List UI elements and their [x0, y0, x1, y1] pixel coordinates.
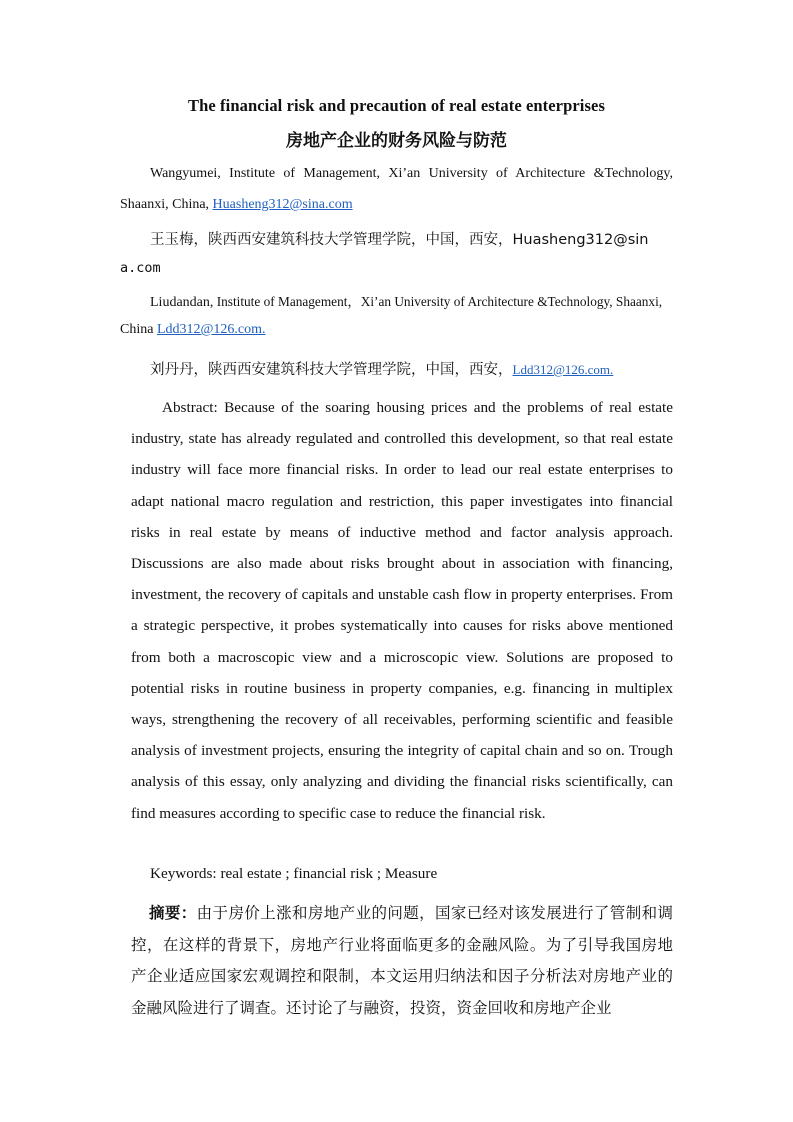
author2-affiliation-line1	[150, 291, 662, 311]
paper-title-chinese: 房地产企业的财务风险与防范	[286, 131, 507, 151]
author1-chinese-line2: a.com	[120, 260, 161, 276]
author1-chinese-line1	[150, 228, 673, 249]
author1-affiliation-line1: Wangyumei, Institute of Management, Xi’an University of Architecture &Technology,	[150, 166, 673, 181]
author2-affiliation-line2	[120, 322, 266, 338]
paper-title-english: The financial risk and precaution of real estate enterprises	[188, 96, 605, 115]
abstract-chinese-text: 由于房价上涨和房地产业的问题，国家已经对该发展进行了管制和调控，在这样的背景下，房地产行业将面临更多的金融风险。为了引导我国房地产企业适应国家宏观调控和限制，本文运用归纳法和因子分析法对房地产业的金融风险进行了调查。还讨论了与融资，投资，资金回收和房地产企业	[131, 904, 673, 1017]
author1-affiliation-line2	[120, 197, 353, 213]
abstract-chinese	[131, 898, 673, 1024]
abstract-chinese-paragraph	[131, 898, 673, 1024]
author2-email-link[interactable]: Ldd312@126.com.	[156, 322, 266, 337]
author2-chinese-email-link[interactable]: Ldd312@126.com.	[512, 362, 614, 377]
author2-chinese-text: 刘丹丹，陕西西安建筑科技大学管理学院，中国，西安，	[150, 362, 513, 378]
author1-location: Shaanxi, China,	[120, 197, 210, 212]
keywords-line: Keywords: real estate ; financial risk ; Measure	[150, 865, 438, 882]
author1-chinese-text: 王玉梅，陕西西安建筑科技大学管理学院，中国，西安，Huasheng312@sin	[150, 232, 649, 248]
author2-affiliation: Institute of Management，Xi’an University of Architecture &Technology, Shaanxi,	[216, 294, 663, 309]
author1-email-link[interactable]: Huasheng312@sina.com	[212, 197, 353, 212]
abstract-english-text: Abstract: Because of the soaring housing prices and the problems of real estate industry, state has already regulated and controlled this development, so that real estate industry will face more financial risks. In order to lead our real estate enterprises to adapt national macro regulation and restriction, this paper investigates into financial risks in real estate by means of inductive method and factor analysis approach. Discussions are also made about risks brought about in association with financing, investment, the recovery of capitals and unstable cash flow in property enterprises. From a strategic perspective, it probes systematically into causes for risks above mentioned from both a macroscopic view and a microscopic view. Solutions are proposed to potential risks in routine business in property companies, e.g. financing in multiplex ways, strengthening the recovery of all receivables, performing scientific and feasible analysis of investment projects, ensuring the integrity of capital chain and so on. Trough analysis of this essay, only analyzing and dividing the financial risks scientifically, can find measures according to specific case to reduce the financial risk.	[131, 399, 673, 822]
abstract-chinese-label: 摘要：	[149, 904, 197, 922]
author2-chinese-line	[150, 358, 613, 379]
abstract-english	[131, 392, 673, 829]
author2-location: China	[120, 322, 154, 337]
author2-name: Liudandan,	[150, 295, 214, 310]
